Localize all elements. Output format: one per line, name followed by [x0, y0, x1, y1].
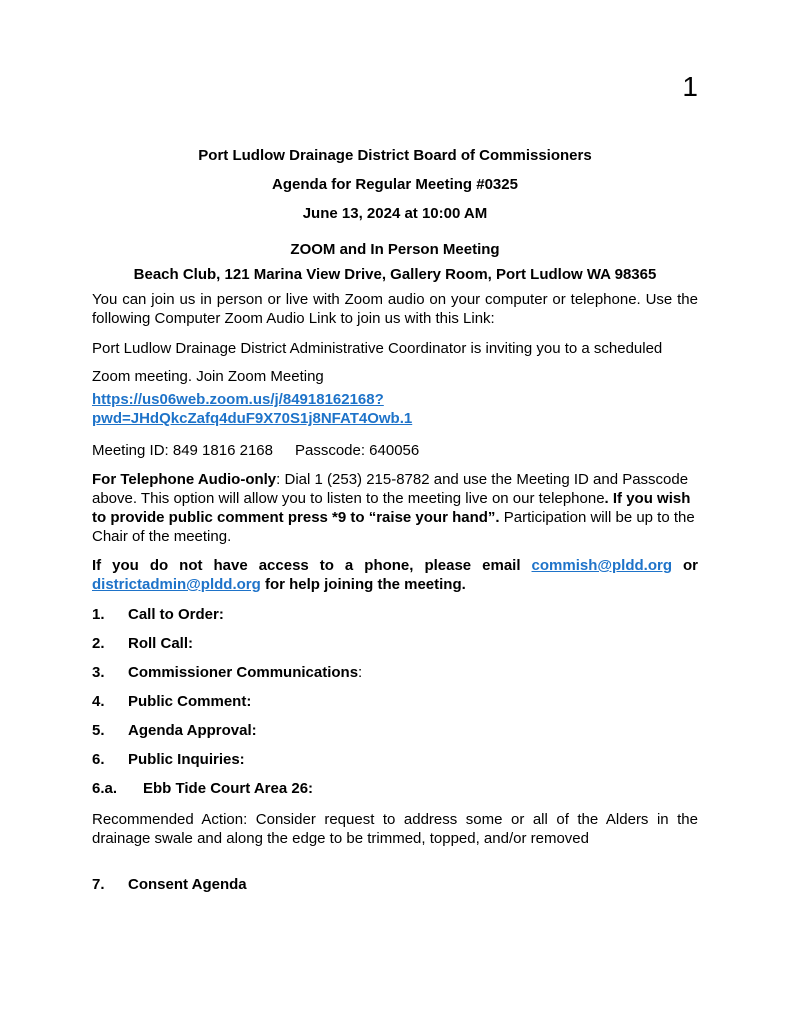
- agenda-item-commissioner-communications: [92, 665, 698, 681]
- invite-line-2: Zoom meeting. Join Zoom Meeting: [92, 368, 324, 385]
- agenda-item-agenda-approval: [92, 723, 698, 739]
- doc-subtitle: Agenda for Regular Meeting #0325: [272, 176, 518, 193]
- email-link-commish[interactable]: commish@pldd.org: [531, 557, 672, 574]
- item-label: Public Comment:: [128, 693, 252, 710]
- telephone-body: : Dial 1 (253) 215-8782 and use the Meeting ID and Passcode above. This option will allow you to listen to the meeting live on our telephone: [92, 471, 689, 507]
- agenda-item-public-comment: [92, 694, 698, 710]
- item-label: Ebb Tide Court Area 26:: [143, 780, 314, 797]
- item-number: 6.: [92, 751, 105, 768]
- item-number: 1.: [92, 606, 105, 623]
- item-label: Consent Agenda: [128, 876, 247, 893]
- item-number: 5.: [92, 722, 105, 739]
- email-link-districtadmin[interactable]: districtadmin@pldd.org: [92, 576, 261, 593]
- recommended-action-paragraph: Recommended Action: Consider request to address some or all of the Alders in the drainage swale and along the edge to be trimmed, topped, and/or removed: [92, 811, 698, 847]
- item-label-suffix: :: [358, 664, 363, 681]
- meeting-datetime: June 13, 2024 at 10:00 AM: [302, 205, 488, 222]
- page-number: 1: [682, 71, 698, 102]
- passcode-text: Passcode: 640056: [294, 442, 420, 459]
- meeting-location: Beach Club, 121 Marina View Drive, Gallery Room, Port Ludlow WA 98365: [133, 266, 657, 283]
- telephone-bold-lead: For Telephone Audio-only: [92, 471, 277, 488]
- telephone-bold-note: . If you wish to provide public comment press *9 to “raise your hand”.: [92, 490, 691, 526]
- doc-title: Port Ludlow Drainage District Board of Commissioners: [198, 147, 592, 164]
- email-help-middle: or: [671, 557, 698, 574]
- item-label: Roll Call:: [128, 635, 194, 652]
- meeting-id-line: [92, 441, 698, 460]
- meeting-id-text: Meeting ID: 849 1816 2168: [92, 442, 273, 459]
- invite-paragraph: [92, 339, 698, 386]
- item-label: Agenda Approval:: [128, 722, 257, 739]
- email-help-before: If you do not have access to a phone, please email: [92, 557, 532, 574]
- zoom-meeting-link[interactable]: https://us06web.zoom.us/j/84918162168?pwd=JHdQkcZafq4duF9X70S1j8NFAT4Owb.1: [92, 391, 413, 427]
- telephone-paragraph: [92, 470, 698, 546]
- item-number: 4.: [92, 693, 105, 710]
- agenda-item-consent-agenda: [92, 877, 698, 893]
- telephone-tail: Participation will be up to the Chair of the meeting.: [92, 509, 695, 545]
- item-label: Call to Order:: [128, 606, 224, 623]
- agenda-item-call-to-order: [92, 607, 698, 623]
- item-label: Public Inquiries:: [128, 751, 245, 768]
- item-number: 3.: [92, 664, 105, 681]
- zoom-link-line: [92, 390, 698, 428]
- agenda-item-public-inquiries: [92, 752, 698, 768]
- intro-paragraph: You can join us in person or live with Zoom audio on your computer or telephone. Use the following Computer Zoom Audio Link to join us with this Link:: [92, 291, 698, 327]
- email-help-after: for help joining the meeting.: [260, 576, 466, 593]
- agenda-list: [92, 607, 698, 797]
- email-help-paragraph: [92, 556, 698, 594]
- item-label: Commissioner Communications: [128, 664, 359, 681]
- item-number: 2.: [92, 635, 105, 652]
- item-number: 7.: [92, 876, 105, 893]
- meeting-type-heading: ZOOM and In Person Meeting: [290, 241, 500, 258]
- agenda-item-ebb-tide-court: [92, 781, 698, 797]
- agenda-item-roll-call: [92, 636, 698, 652]
- invite-line-1: Port Ludlow Drainage District Administrative Coordinator is inviting you to a scheduled: [92, 340, 663, 357]
- item-number: 6.a.: [92, 780, 118, 797]
